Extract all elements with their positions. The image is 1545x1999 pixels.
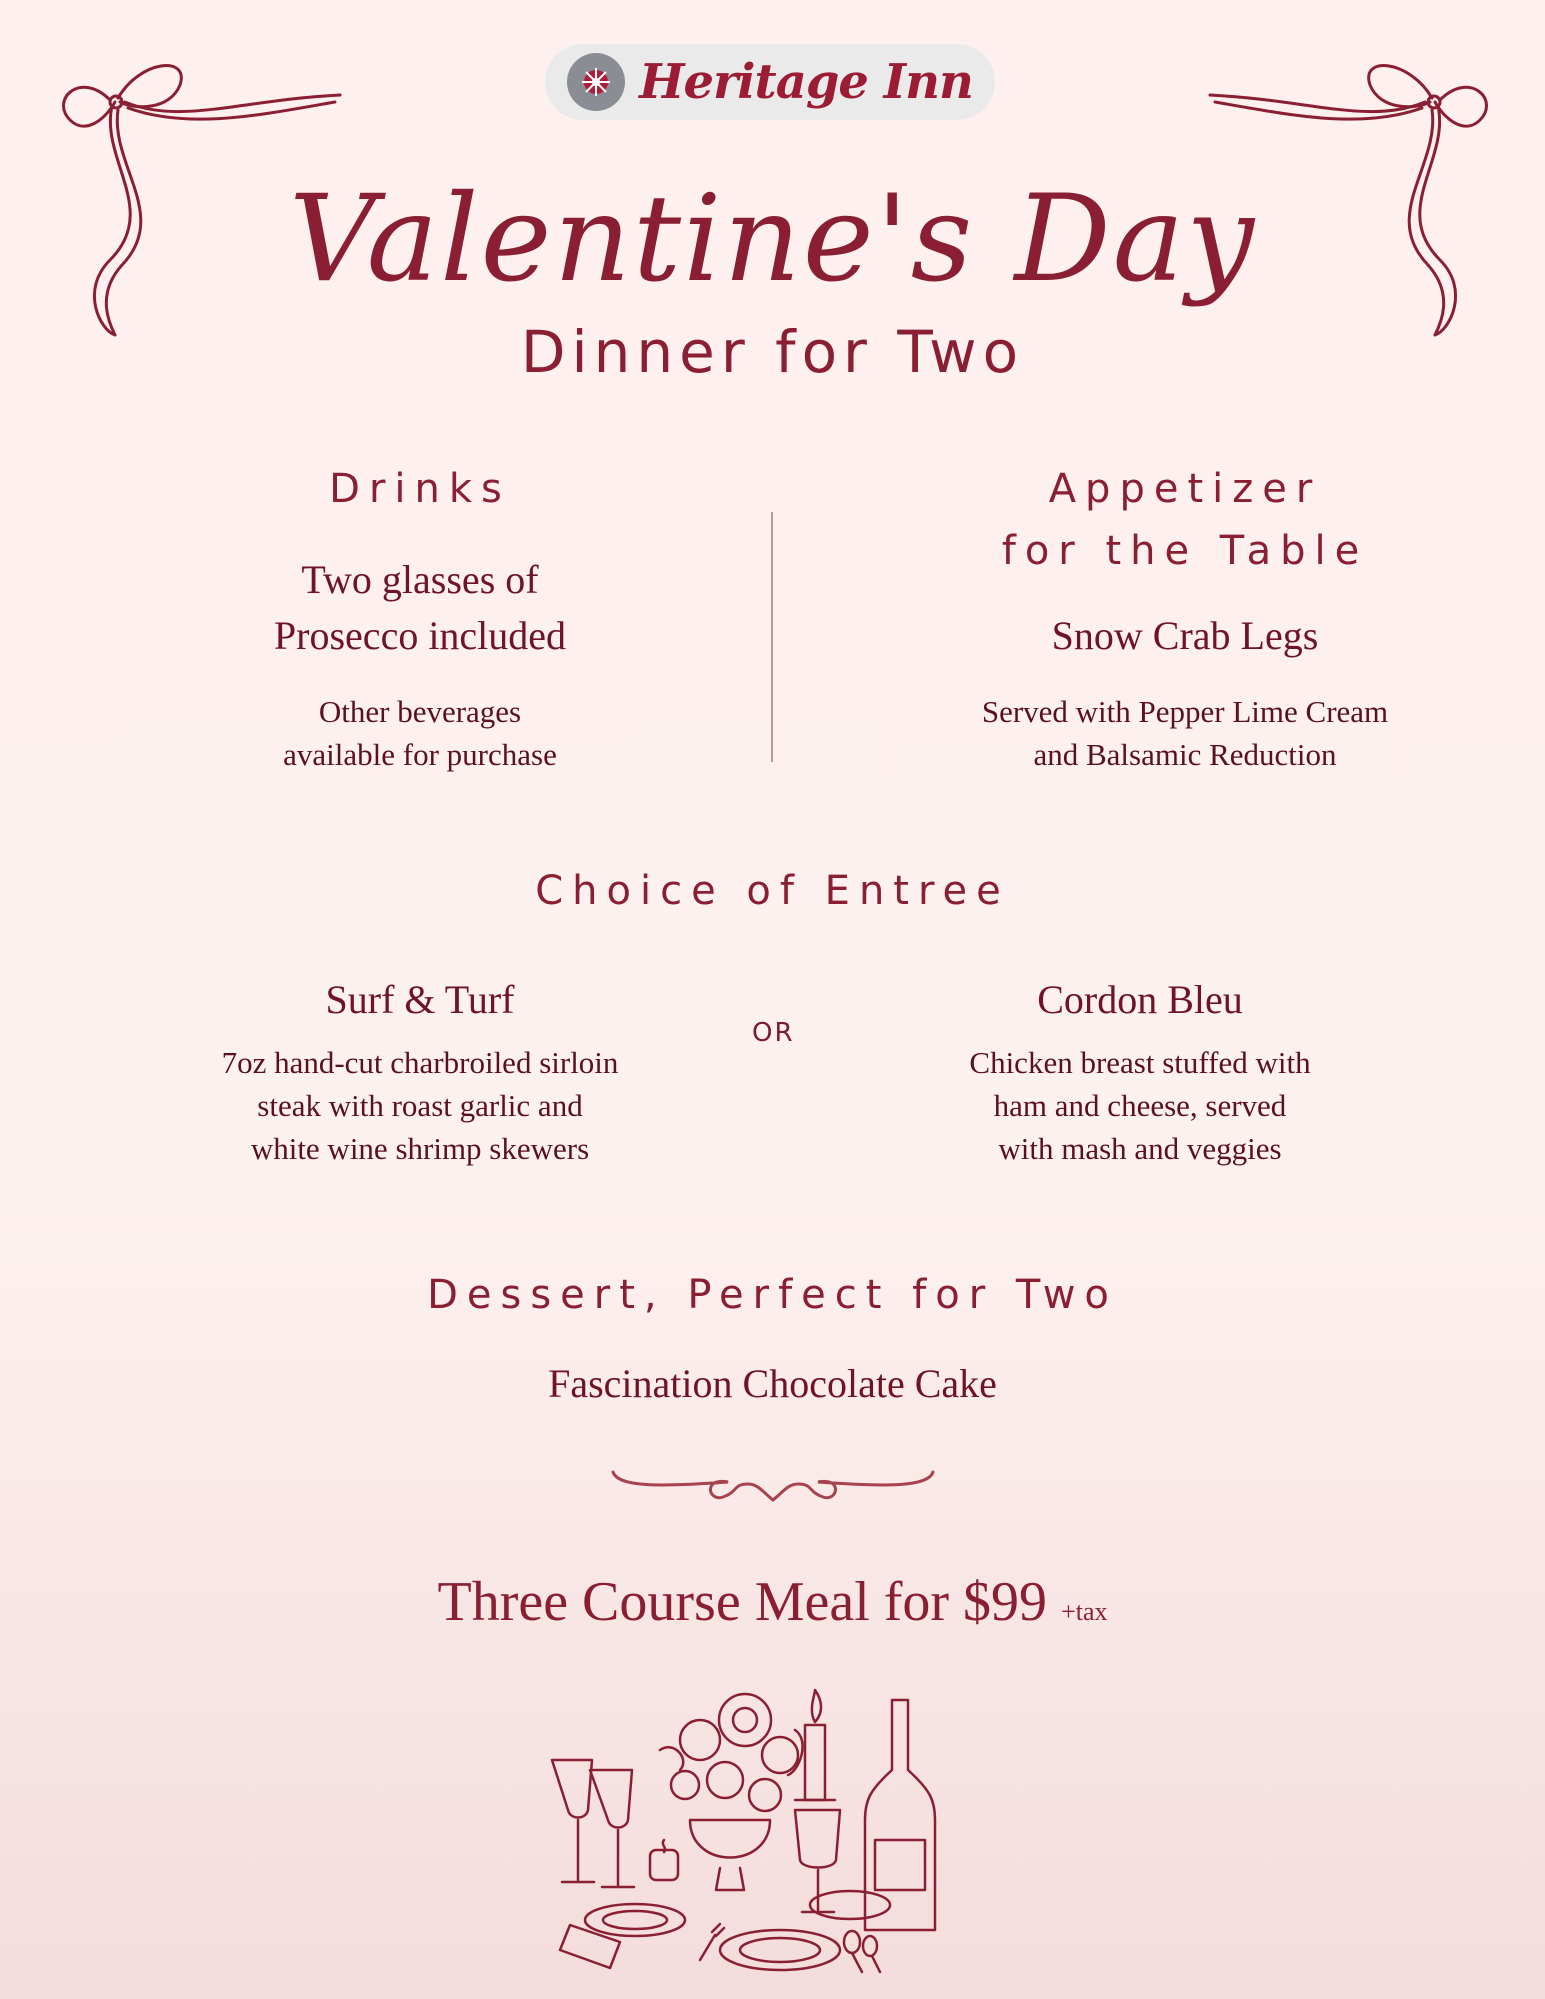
appetizer-item: Snow Crab Legs <box>1051 613 1319 658</box>
flourish-divider-icon <box>608 1462 938 1512</box>
drinks-desc-line1: Other beverages <box>318 694 522 729</box>
logo-emblem-icon <box>567 53 625 111</box>
price-text: Three Course Meal for $99 <box>437 1571 1048 1633</box>
entree-option2-desc-line1: Chicken breast stuffed with <box>969 1045 1311 1080</box>
table-setting-illustration-icon <box>540 1680 1020 1980</box>
entree-option2-desc-line2: ham and cheese, served <box>993 1088 1287 1123</box>
entree-option1-desc-line1: 7oz hand-cut charbroiled sirloin <box>221 1045 619 1080</box>
entree-option2-desc-line3: with mash and veggies <box>998 1131 1282 1166</box>
drinks-desc-line2: available for purchase <box>283 737 557 772</box>
dessert-item: Fascination Chocolate Cake <box>548 1361 997 1406</box>
price-tax: +tax <box>1061 1597 1108 1626</box>
drinks-item-line1: Two glasses of <box>301 557 539 602</box>
price-line <box>0 1570 1545 1634</box>
column-divider <box>771 512 773 762</box>
entree-or-separator: OR <box>752 1018 795 1048</box>
drinks-item-line2: Prosecco included <box>273 613 567 658</box>
appetizer-heading-line2: for the Table <box>1001 528 1369 574</box>
entree-option1-desc-line2: steak with roast garlic and <box>257 1088 583 1123</box>
title-script: Valentine's Day <box>288 170 1257 309</box>
entree-heading: Choice of Entree <box>535 868 1010 914</box>
brand-logo <box>545 44 995 120</box>
dessert-heading: Dessert, Perfect for Two <box>427 1272 1118 1318</box>
entree-option2-name: Cordon Bleu <box>1037 977 1243 1022</box>
entree-option1-name: Surf & Turf <box>325 977 515 1022</box>
entree-option1-desc-line3: white wine shrimp skewers <box>250 1131 590 1166</box>
appetizer-desc-line1: Served with Pepper Lime Cream <box>981 694 1389 729</box>
appetizer-desc-line2: and Balsamic Reduction <box>1033 737 1337 772</box>
drinks-heading: Drinks <box>329 466 511 512</box>
appetizer-heading-line1: Appetizer <box>1048 466 1322 512</box>
title-subtitle: Dinner for Two <box>520 318 1025 386</box>
brand-name: Heritage Inn <box>639 54 973 110</box>
